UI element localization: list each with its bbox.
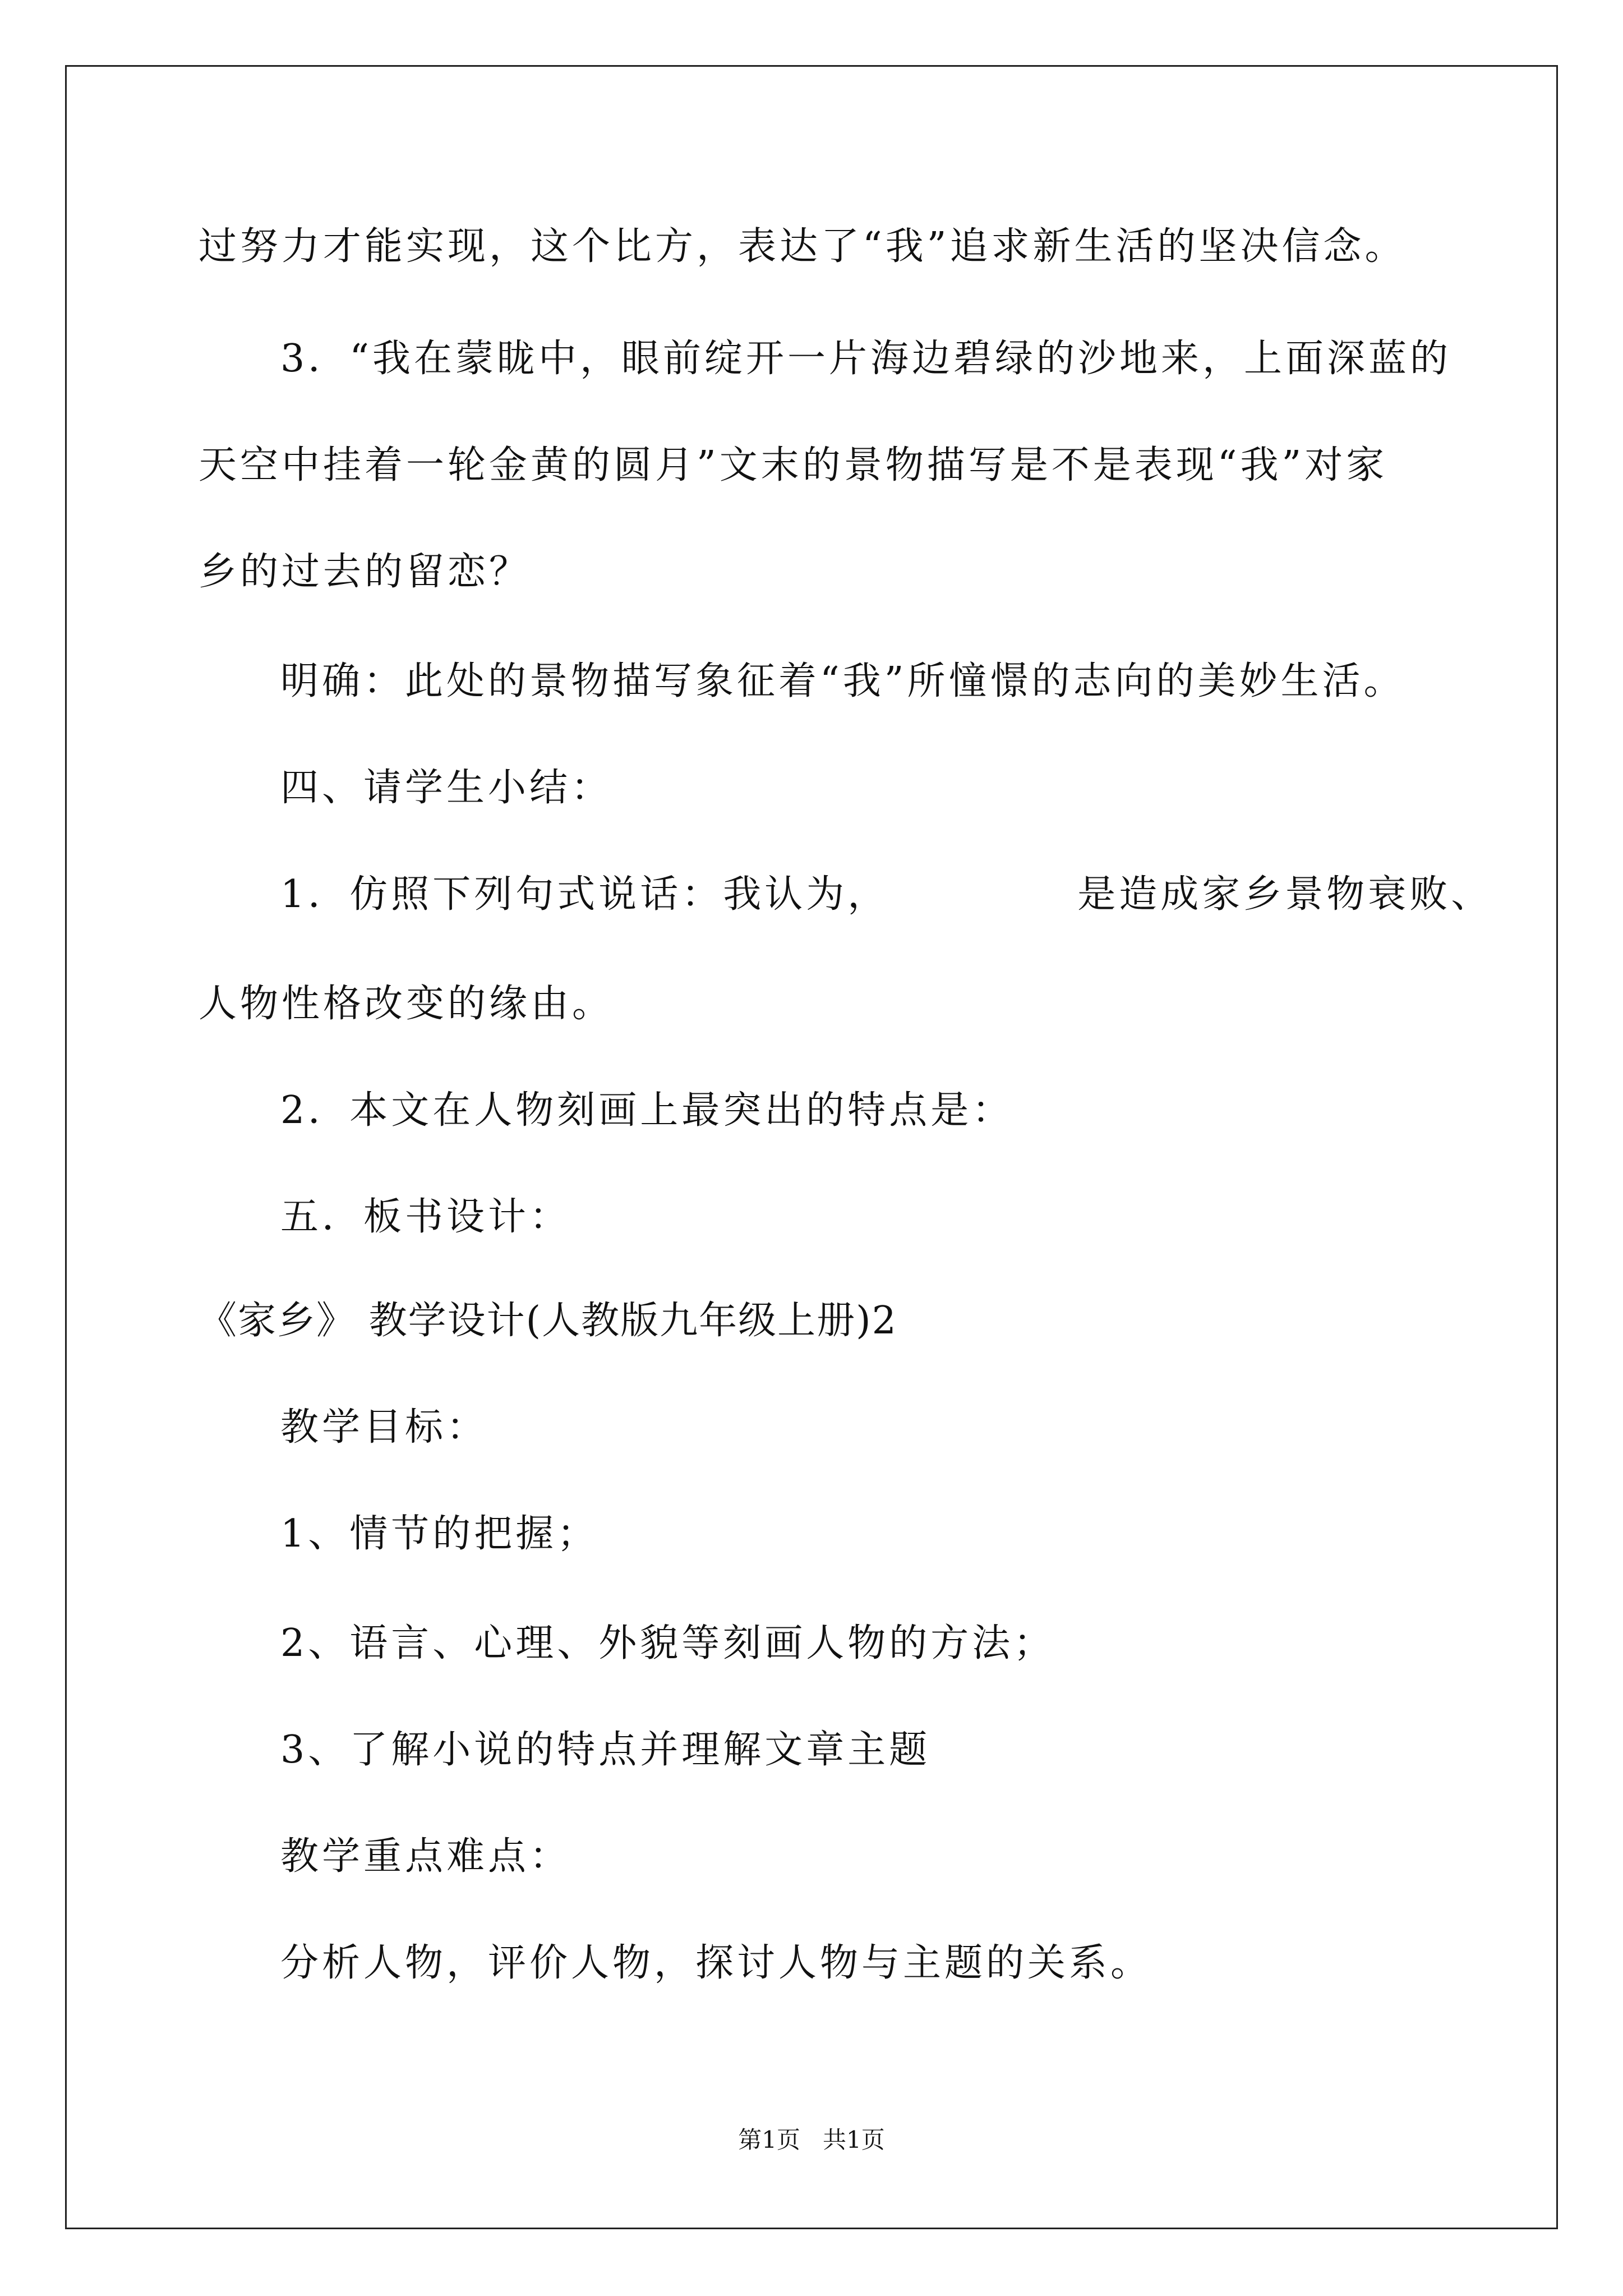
paragraph-line: 1、情节的把握； xyxy=(280,1512,599,1556)
paragraph-line: 教学目标： xyxy=(280,1405,488,1450)
page-footer: 第1页 共1页 xyxy=(738,2126,885,2154)
paragraph-line: 四、请学生小结： xyxy=(280,766,613,810)
paragraph-line: 明确：此处的景物描写象征着“我”所憧憬的志向的美妙生活。 xyxy=(280,659,1405,703)
paragraph-line: 乡的过去的留恋？ xyxy=(199,550,531,594)
paragraph-line: 3．“我在蒙眬中，眼前绽开一片海边碧绿的沙地来，上面深蓝的 xyxy=(280,337,1452,381)
paragraph-line: 人物性格改变的缘由。 xyxy=(199,982,614,1026)
paragraph-line: 过努力才能实现，这个比方，表达了“我”追求新生活的坚决信念。 xyxy=(199,224,1407,269)
page-border xyxy=(65,65,1558,2229)
paragraph-line: 五．板书设计： xyxy=(280,1195,571,1239)
paragraph-line: 分析人物，评价人物，探讨人物与主题的关系。 xyxy=(280,1941,1152,1985)
paragraph-line: 天空中挂着一轮金黄的圆月”文末的景物描写是不是表现“我”对家 xyxy=(199,443,1388,487)
section-heading: 《家乡》 教学设计(人教版九年级上册)2 xyxy=(199,1299,897,1343)
paragraph-line: 2、语言、心理、外貌等刻画人物的方法； xyxy=(280,1621,1055,1665)
paragraph-line: 2．本文在人物刻画上最突出的特点是： xyxy=(280,1088,1014,1133)
paragraph-line: 教学重点难点： xyxy=(280,1834,571,1879)
paragraph-line: 1．仿照下列句式说话：我认为， 是造成家乡景物衰败、 xyxy=(280,872,1493,917)
paragraph-line: 3、了解小说的特点并理解文章主题 xyxy=(280,1728,931,1772)
